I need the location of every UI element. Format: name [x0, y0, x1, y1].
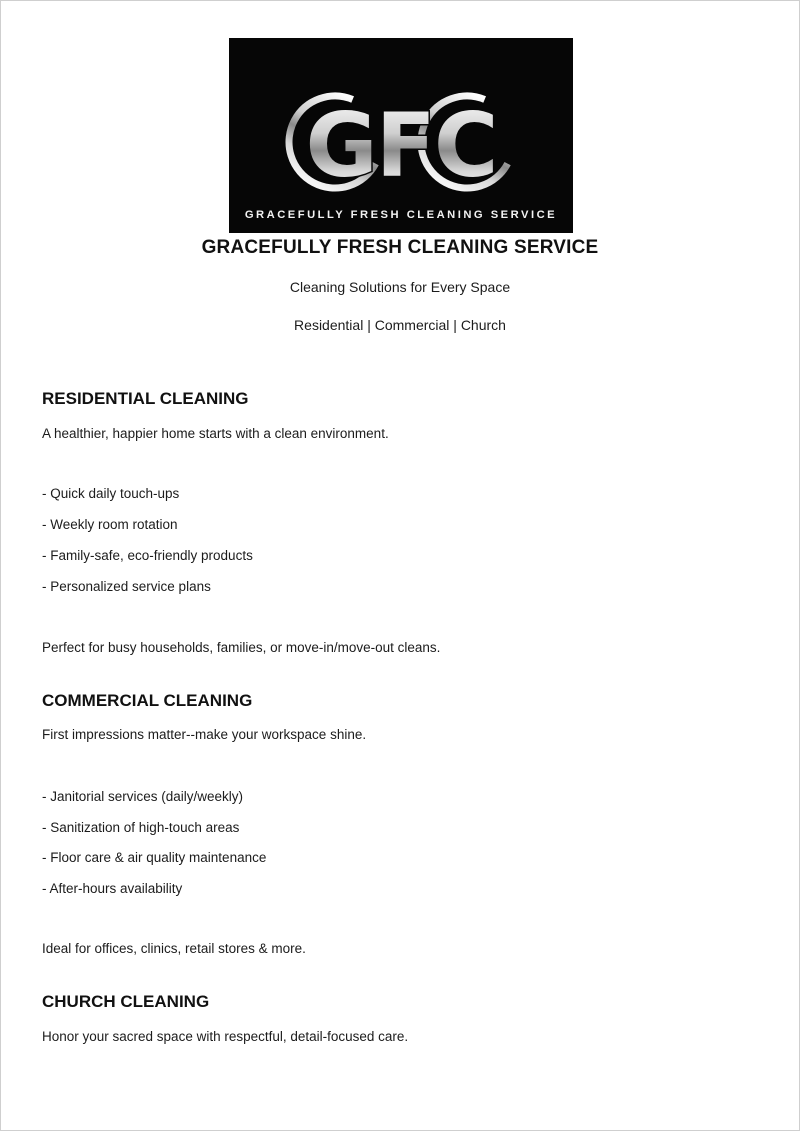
list-item: - Personalized service plans — [42, 579, 211, 594]
page-title: GRACEFULLY FRESH CLEANING SERVICE — [201, 237, 599, 258]
services-line: Residential | Commercial | Church — [294, 317, 506, 333]
section-outro-residential: Perfect for busy households, families, or move-in/move-out cleans. — [42, 640, 441, 655]
section-heading-commercial: COMMERCIAL CLEANING — [42, 691, 253, 710]
list-item: - Weekly room rotation — [42, 517, 178, 532]
section-intro-church: Honor your sacred space with respectful, detail-focused care. — [42, 1029, 409, 1044]
section-heading-residential: RESIDENTIAL CLEANING — [42, 389, 249, 408]
section-intro-residential: A healthier, happier home starts with a clean environment. — [42, 426, 389, 441]
section-heading-church: CHURCH CLEANING — [42, 992, 210, 1011]
tagline: Cleaning Solutions for Every Space — [289, 279, 511, 295]
list-item: - After-hours availability — [42, 880, 183, 896]
company-logo — [229, 38, 573, 233]
section-intro-commercial: First impressions matter--make your workspace shine. — [42, 727, 367, 742]
list-item: - Floor care & air quality maintenance — [42, 850, 267, 865]
commercial-list — [42, 787, 759, 909]
list-item: - Sanitization of high-touch areas — [42, 819, 240, 835]
list-item: - Janitorial services (daily/weekly) — [42, 789, 244, 804]
list-item: - Quick daily touch-ups — [42, 486, 180, 501]
section-outro-commercial: Ideal for offices, clinics, retail stores & more. — [42, 941, 306, 956]
gfc-monogram-graphic — [229, 60, 573, 210]
logo-caption: GRACEFULLY FRESH CLEANING SERVICE — [244, 209, 558, 221]
residential-list — [42, 484, 759, 608]
list-item: - Family-safe, eco-friendly products — [42, 548, 253, 563]
gfc-monogram-text: GFC — [305, 94, 497, 197]
